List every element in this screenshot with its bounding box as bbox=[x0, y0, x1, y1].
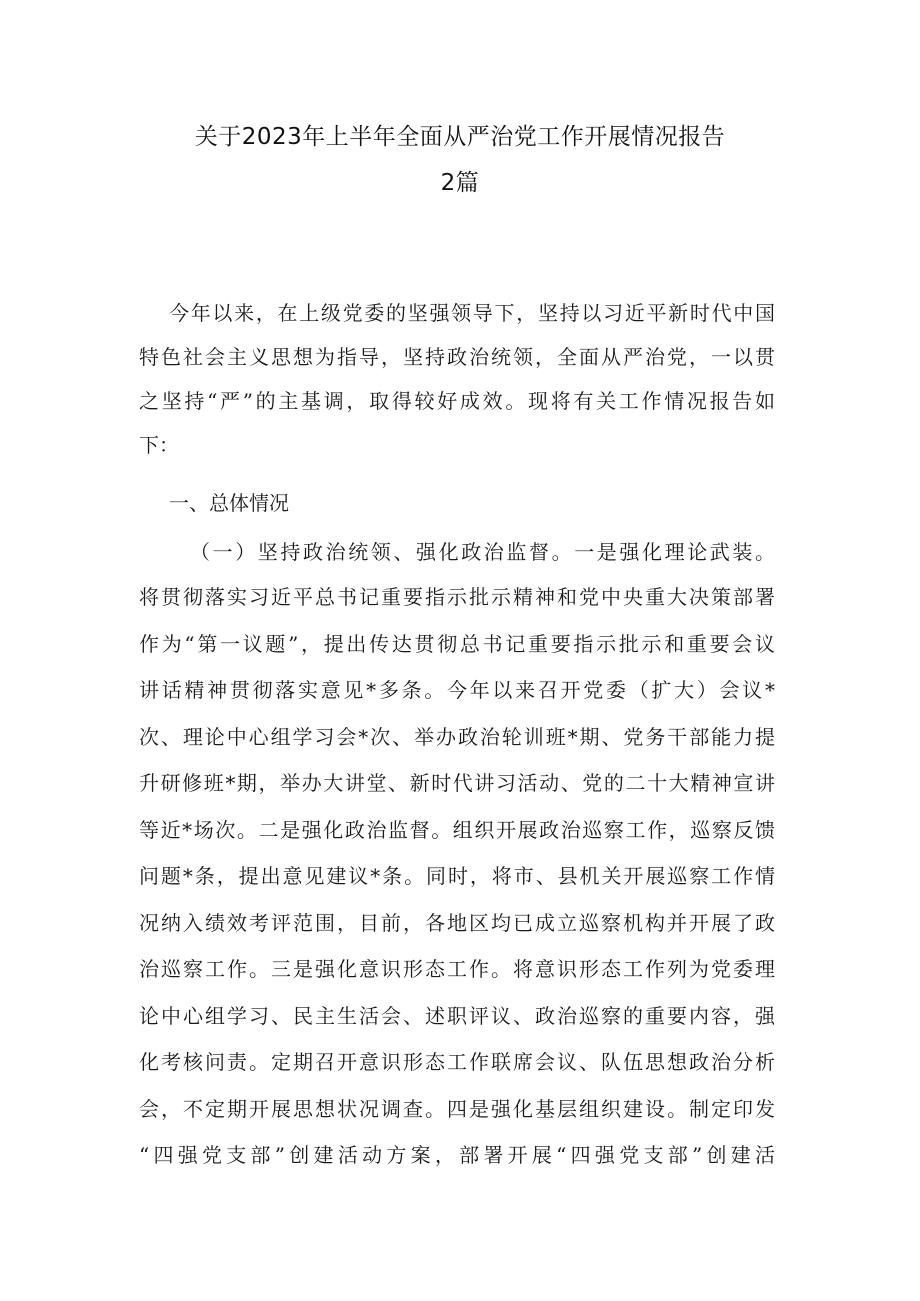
paragraph-line: 特色社会主义思想为指导，坚持政治统领，全面从严治党，一以贯 bbox=[139, 345, 775, 369]
paragraph-line: 讲话精神贯彻落实意见*多条。今年以来召开党委（扩大）会议* bbox=[139, 678, 775, 702]
paragraph-line: 会，不定期开展思想状况调查。四是强化基层组织建设。制定印发 bbox=[139, 1097, 775, 1121]
paragraph-line: 之坚持“严”的主基调，取得较好成效。现将有关工作情况报告如 bbox=[139, 389, 775, 413]
paragraph-line: 将贯彻落实习近平总书记重要指示批示精神和党中央重大决策部署 bbox=[139, 585, 775, 609]
paragraph-line: 化考核问责。定期召开意识形态工作联席会议、队伍思想政治分析 bbox=[139, 1050, 775, 1074]
paragraph-line: 今年以来，在上级党委的坚强领导下，坚持以习近平新时代中国 bbox=[169, 301, 775, 325]
paragraph-line: 治巡察工作。三是强化意识形态工作。将意识形态工作列为党委理 bbox=[139, 957, 775, 981]
document-title-subline: 2篇 bbox=[440, 170, 480, 196]
paragraph-line: 升研修班*期，举办大讲堂、新时代讲习活动、党的二十大精神宣讲 bbox=[139, 771, 775, 795]
paragraph-line: 作为“第一议题”，提出传达贯彻总书记重要指示批示和重要会议 bbox=[139, 632, 775, 656]
paragraph-line: 况纳入绩效考评范围，目前，各地区均已成立巡察机构并开展了政 bbox=[139, 911, 775, 935]
paragraph-line: 次、理论中心组学习会*次、举办政治轮训班*期、党务干部能力提 bbox=[139, 725, 775, 749]
paragraph-line: 问题*条，提出意见建议*条。同时，将市、县机关开展巡察工作情 bbox=[139, 864, 775, 888]
document-title: 关于2023年上半年全面从严治党工作开展情况报告 bbox=[194, 124, 726, 150]
paragraph-line: “四强党支部”创建活动方案，部署开展“四强党支部”创建活 bbox=[139, 1143, 775, 1167]
paragraph-line: （一）坚持政治统领、强化政治监督。一是强化理论武装。 bbox=[190, 540, 775, 564]
paragraph-line: 论中心组学习、民主生活会、述职评议、政治巡察的重要内容，强 bbox=[139, 1004, 775, 1028]
section-heading: 一、总体情况 bbox=[169, 491, 289, 515]
paragraph-line: 下： bbox=[139, 433, 179, 457]
paragraph-line: 等近*场次。二是强化政治监督。组织开展政治巡察工作，巡察反馈 bbox=[139, 818, 775, 842]
